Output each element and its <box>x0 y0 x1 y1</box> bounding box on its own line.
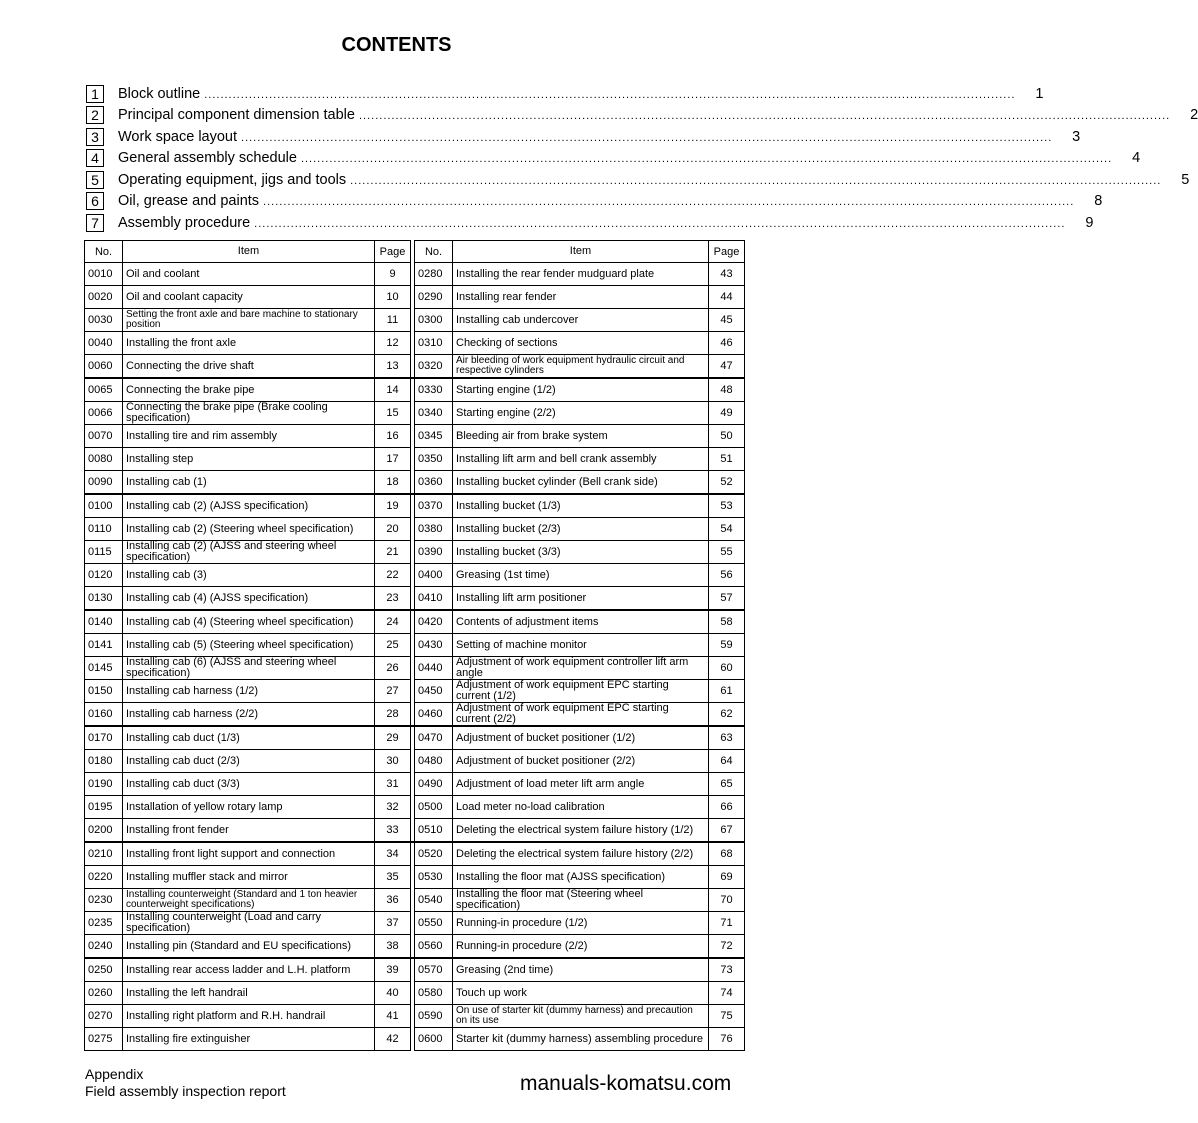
row-item: Installing cab harness (2/2) <box>123 703 375 727</box>
row-number: 0510 <box>415 819 453 843</box>
row-number: 0275 <box>85 1028 123 1051</box>
table-row <box>85 286 745 309</box>
row-item: Contents of adjustment items <box>453 610 709 634</box>
row-item: Setting of machine monitor <box>453 634 709 657</box>
toc-title: Assembly procedure <box>118 214 251 231</box>
toc-entry <box>86 212 1094 234</box>
row-item: Bleeding air from brake system <box>453 425 709 448</box>
row-number: 0010 <box>85 263 123 286</box>
row-item: Installing cab harness (1/2) <box>123 680 375 703</box>
row-page: 75 <box>709 1005 745 1028</box>
row-item: Installing the front axle <box>123 332 375 355</box>
toc-title: Principal component dimension table <box>118 107 355 124</box>
table-header-row <box>85 241 745 263</box>
row-item: Installing cab (3) <box>123 564 375 587</box>
dot-leader: ........................................................................................................................................................................................................ <box>358 110 1171 122</box>
row-page: 20 <box>375 518 411 541</box>
row-page: 51 <box>709 448 745 471</box>
row-item: Installing lift arm positioner <box>453 587 709 611</box>
dot-leader: ........................................................................................................................................................................................................ <box>263 196 1075 208</box>
row-page: 10 <box>375 286 411 309</box>
row-page: 17 <box>375 448 411 471</box>
row-number: 0410 <box>415 587 453 611</box>
row-item: Adjustment of load meter lift arm angle <box>453 773 709 796</box>
row-page: 24 <box>375 610 411 634</box>
row-page: 23 <box>375 587 411 611</box>
row-item: Connecting the brake pipe <box>123 378 375 402</box>
table-row <box>85 518 745 541</box>
table-row <box>85 703 745 727</box>
row-number: 0320 <box>415 355 453 379</box>
row-item: Installing bucket (3/3) <box>453 541 709 564</box>
row-number: 0120 <box>85 564 123 587</box>
row-number: 0340 <box>415 402 453 425</box>
row-page: 21 <box>375 541 411 564</box>
header-item: Item <box>123 241 375 263</box>
row-page: 62 <box>709 703 745 727</box>
row-page: 49 <box>709 402 745 425</box>
row-page: 11 <box>375 309 411 332</box>
row-number: 0390 <box>415 541 453 564</box>
table-of-contents <box>86 83 1198 234</box>
row-page: 13 <box>375 355 411 379</box>
row-item: Installing cab duct (2/3) <box>123 750 375 773</box>
row-page: 52 <box>709 471 745 495</box>
row-number: 0330 <box>415 378 453 402</box>
toc-number-box: 3 <box>86 128 104 146</box>
row-page: 45 <box>709 309 745 332</box>
row-item: Starting engine (1/2) <box>453 378 709 402</box>
row-page: 64 <box>709 750 745 773</box>
table-row <box>85 819 745 843</box>
table-row <box>85 726 745 750</box>
row-item: Greasing (1st time) <box>453 564 709 587</box>
row-number: 0220 <box>85 866 123 889</box>
row-item: Installing cab (6) (AJSS and steering wheel specification) <box>123 657 375 680</box>
row-page: 50 <box>709 425 745 448</box>
toc-title: Block outline <box>118 85 201 102</box>
row-item: Installing right platform and R.H. handrail <box>123 1005 375 1028</box>
header-page: Page <box>709 241 745 263</box>
row-item: Load meter no-load calibration <box>453 796 709 819</box>
table-row <box>85 541 745 564</box>
row-number: 0090 <box>85 471 123 495</box>
row-page: 37 <box>375 912 411 935</box>
table-row <box>85 982 745 1005</box>
row-item: Installing tire and rim assembly <box>123 425 375 448</box>
row-number: 0065 <box>85 378 123 402</box>
toc-title: Operating equipment, jigs and tools <box>118 171 347 188</box>
row-page: 76 <box>709 1028 745 1051</box>
row-item: Installing front light support and connection <box>123 842 375 866</box>
row-item: Installing fire extinguisher <box>123 1028 375 1051</box>
toc-title: General assembly schedule <box>118 150 297 167</box>
row-number: 0590 <box>415 1005 453 1028</box>
row-number: 0520 <box>415 842 453 866</box>
toc-page: 3 <box>1072 128 1081 145</box>
row-page: 35 <box>375 866 411 889</box>
row-page: 68 <box>709 842 745 866</box>
row-item: Installing cab duct (3/3) <box>123 773 375 796</box>
toc-number-box: 6 <box>86 192 104 210</box>
row-number: 0570 <box>415 958 453 982</box>
row-number: 0370 <box>415 494 453 518</box>
row-number: 0115 <box>85 541 123 564</box>
row-page: 18 <box>375 471 411 495</box>
row-page: 65 <box>709 773 745 796</box>
row-page: 72 <box>709 935 745 959</box>
row-page: 54 <box>709 518 745 541</box>
row-page: 16 <box>375 425 411 448</box>
row-number: 0100 <box>85 494 123 518</box>
toc-page: 4 <box>1132 150 1141 167</box>
row-item: Installation of yellow rotary lamp <box>123 796 375 819</box>
appendix <box>85 1066 286 1100</box>
row-item: Adjustment of bucket positioner (1/2) <box>453 726 709 750</box>
row-page: 71 <box>709 912 745 935</box>
appendix-item: Field assembly inspection report <box>85 1083 286 1099</box>
row-item: Oil and coolant capacity <box>123 286 375 309</box>
row-item: On use of starter kit (dummy harness) and precaution on its use <box>453 1005 709 1028</box>
row-page: 56 <box>709 564 745 587</box>
table-row <box>85 332 745 355</box>
row-number: 0420 <box>415 610 453 634</box>
table-row <box>85 355 745 379</box>
row-item: Checking of sections <box>453 332 709 355</box>
row-page: 22 <box>375 564 411 587</box>
row-item: Installing cab (2) (AJSS and steering wheel specification) <box>123 541 375 564</box>
row-page: 42 <box>375 1028 411 1051</box>
row-item: Greasing (2nd time) <box>453 958 709 982</box>
row-item: Installing rear fender <box>453 286 709 309</box>
row-page: 27 <box>375 680 411 703</box>
row-number: 0290 <box>415 286 453 309</box>
toc-number-box: 5 <box>86 171 104 189</box>
table-row <box>85 634 745 657</box>
table-row <box>85 750 745 773</box>
row-page: 57 <box>709 587 745 611</box>
row-number: 0250 <box>85 958 123 982</box>
row-number: 0195 <box>85 796 123 819</box>
dot-leader: ........................................................................................................................................................................................................ <box>241 131 1053 144</box>
row-number: 0020 <box>85 286 123 309</box>
row-number: 0345 <box>415 425 453 448</box>
row-item: Installing cab (2) (Steering wheel specification) <box>123 518 375 541</box>
row-item: Installing muffler stack and mirror <box>123 866 375 889</box>
row-number: 0430 <box>415 634 453 657</box>
toc-page: 2 <box>1190 107 1198 124</box>
row-page: 63 <box>709 726 745 750</box>
row-item: Installing cab (4) (Steering wheel specification) <box>123 610 375 634</box>
toc-page: 5 <box>1181 171 1190 188</box>
row-number: 0210 <box>85 842 123 866</box>
row-item: Installing step <box>123 448 375 471</box>
row-number: 0480 <box>415 750 453 773</box>
row-item: Installing cab duct (1/3) <box>123 726 375 750</box>
row-page: 30 <box>375 750 411 773</box>
row-item: Air bleeding of work equipment hydraulic circuit and respective cylinders <box>453 355 709 379</box>
row-number: 0070 <box>85 425 123 448</box>
row-number: 0200 <box>85 819 123 843</box>
row-number: 0450 <box>415 680 453 703</box>
toc-entry <box>86 169 1190 191</box>
row-number: 0080 <box>85 448 123 471</box>
row-item: Adjustment of work equipment controller lift arm angle <box>453 657 709 680</box>
toc-entry <box>86 126 1081 148</box>
row-item: Starter kit (dummy harness) assembling procedure <box>453 1028 709 1051</box>
row-page: 46 <box>709 332 745 355</box>
row-item: Deleting the electrical system failure history (1/2) <box>453 819 709 843</box>
page-title: CONTENTS <box>341 34 452 56</box>
row-number: 0270 <box>85 1005 123 1028</box>
row-number: 0580 <box>415 982 453 1005</box>
row-number: 0470 <box>415 726 453 750</box>
procedure-table <box>84 240 745 1051</box>
row-number: 0530 <box>415 866 453 889</box>
row-item: Installing bucket (1/3) <box>453 494 709 518</box>
row-page: 66 <box>709 796 745 819</box>
watermark: manuals-komatsu.com <box>520 1072 732 1095</box>
row-number: 0180 <box>85 750 123 773</box>
row-item: Adjustment of bucket positioner (2/2) <box>453 750 709 773</box>
row-page: 48 <box>709 378 745 402</box>
row-item: Installing the floor mat (AJSS specification) <box>453 866 709 889</box>
row-page: 53 <box>709 494 745 518</box>
row-number: 0230 <box>85 889 123 912</box>
row-item: Installing cab undercover <box>453 309 709 332</box>
row-number: 0440 <box>415 657 453 680</box>
table-row <box>85 587 745 611</box>
row-number: 0350 <box>415 448 453 471</box>
row-number: 0150 <box>85 680 123 703</box>
toc-entry <box>86 191 1103 213</box>
row-number: 0380 <box>415 518 453 541</box>
dot-leader: ........................................................................................................................................................................................................ <box>300 153 1113 165</box>
row-page: 47 <box>709 355 745 379</box>
row-number: 0260 <box>85 982 123 1005</box>
row-number: 0140 <box>85 610 123 634</box>
row-item: Installing cab (1) <box>123 471 375 495</box>
toc-title: Oil, grease and paints <box>118 193 260 210</box>
row-item: Installing counterweight (Standard and 1 ton heavier counterweight specifications) <box>123 889 375 912</box>
row-item: Installing front fender <box>123 819 375 843</box>
row-number: 0600 <box>415 1028 453 1051</box>
table-row <box>85 471 745 495</box>
row-page: 36 <box>375 889 411 912</box>
toc-page: 9 <box>1085 214 1094 231</box>
row-page: 44 <box>709 286 745 309</box>
table-row <box>85 796 745 819</box>
row-page: 32 <box>375 796 411 819</box>
row-page: 33 <box>375 819 411 843</box>
table-row <box>85 657 745 680</box>
row-page: 59 <box>709 634 745 657</box>
row-page: 61 <box>709 680 745 703</box>
row-page: 28 <box>375 703 411 727</box>
row-number: 0540 <box>415 889 453 912</box>
row-number: 0550 <box>415 912 453 935</box>
toc-number-box: 1 <box>86 85 104 103</box>
row-item: Oil and coolant <box>123 263 375 286</box>
row-item: Touch up work <box>453 982 709 1005</box>
header-no: No. <box>415 241 453 263</box>
row-page: 60 <box>709 657 745 680</box>
row-item: Running-in procedure (1/2) <box>453 912 709 935</box>
row-item: Installing cab (4) (AJSS specification) <box>123 587 375 611</box>
row-item: Installing bucket cylinder (Bell crank side) <box>453 471 709 495</box>
toc-number-box: 4 <box>86 149 104 167</box>
row-item: Installing bucket (2/3) <box>453 518 709 541</box>
table-row <box>85 378 745 402</box>
table-row <box>85 610 745 634</box>
toc-number-box: 2 <box>86 106 104 124</box>
row-number: 0560 <box>415 935 453 959</box>
table-row <box>85 494 745 518</box>
dot-leader: ........................................................................................................................................................................................................ <box>254 217 1066 230</box>
row-item: Setting the front axle and bare machine to stationary position <box>123 309 375 332</box>
row-page: 55 <box>709 541 745 564</box>
row-number: 0160 <box>85 703 123 727</box>
row-page: 14 <box>375 378 411 402</box>
row-page: 41 <box>375 1005 411 1028</box>
row-item: Deleting the electrical system failure history (2/2) <box>453 842 709 866</box>
row-number: 0500 <box>415 796 453 819</box>
table-row <box>85 866 745 889</box>
row-page: 38 <box>375 935 411 959</box>
table-row <box>85 1005 745 1028</box>
table-row <box>85 889 745 912</box>
table-row <box>85 425 745 448</box>
row-page: 34 <box>375 842 411 866</box>
row-item: Installing rear access ladder and L.H. platform <box>123 958 375 982</box>
row-item: Adjustment of work equipment EPC starting current (2/2) <box>453 703 709 727</box>
row-number: 0460 <box>415 703 453 727</box>
row-page: 29 <box>375 726 411 750</box>
table-row <box>85 842 745 866</box>
row-number: 0300 <box>415 309 453 332</box>
row-page: 25 <box>375 634 411 657</box>
table-row <box>85 564 745 587</box>
table-row <box>85 448 745 471</box>
row-item: Installing cab (2) (AJSS specification) <box>123 494 375 518</box>
table-row <box>85 912 745 935</box>
toc-page: 1 <box>1035 85 1044 102</box>
toc-entry <box>86 148 1141 170</box>
row-number: 0040 <box>85 332 123 355</box>
header-page: Page <box>375 241 411 263</box>
row-number: 0235 <box>85 912 123 935</box>
row-item: Installing the left handrail <box>123 982 375 1005</box>
row-page: 15 <box>375 402 411 425</box>
row-number: 0360 <box>415 471 453 495</box>
row-item: Installing cab (5) (Steering wheel specification) <box>123 634 375 657</box>
row-number: 0310 <box>415 332 453 355</box>
row-page: 73 <box>709 958 745 982</box>
row-page: 39 <box>375 958 411 982</box>
row-page: 19 <box>375 494 411 518</box>
appendix-label: Appendix <box>85 1066 144 1082</box>
row-item: Installing pin (Standard and EU specifications) <box>123 935 375 959</box>
dot-leader: ........................................................................................................................................................................................................ <box>350 174 1162 187</box>
row-number: 0400 <box>415 564 453 587</box>
row-item: Running-in procedure (2/2) <box>453 935 709 959</box>
header-no: No. <box>85 241 123 263</box>
toc-title: Work space layout <box>118 128 238 145</box>
row-page: 31 <box>375 773 411 796</box>
toc-page: 8 <box>1094 193 1103 210</box>
row-page: 58 <box>709 610 745 634</box>
row-number: 0240 <box>85 935 123 959</box>
row-page: 74 <box>709 982 745 1005</box>
table-row <box>85 958 745 982</box>
row-item: Installing lift arm and bell crank assembly <box>453 448 709 471</box>
row-item: Starting engine (2/2) <box>453 402 709 425</box>
row-page: 69 <box>709 866 745 889</box>
toc-entry <box>86 105 1198 127</box>
header-item: Item <box>453 241 709 263</box>
table-row <box>85 402 745 425</box>
row-item: Installing counterweight (Load and carry specification) <box>123 912 375 935</box>
row-number: 0170 <box>85 726 123 750</box>
table-row <box>85 1028 745 1051</box>
table-row <box>85 935 745 959</box>
toc-entry <box>86 83 1044 105</box>
table-row <box>85 309 745 332</box>
toc-number-box: 7 <box>86 214 104 232</box>
table-row <box>85 263 745 286</box>
row-number: 0130 <box>85 587 123 611</box>
table-row <box>85 680 745 703</box>
row-item: Installing the floor mat (Steering wheel specification) <box>453 889 709 912</box>
row-number: 0110 <box>85 518 123 541</box>
row-page: 40 <box>375 982 411 1005</box>
row-number: 0490 <box>415 773 453 796</box>
row-number: 0060 <box>85 355 123 379</box>
row-page: 43 <box>709 263 745 286</box>
row-number: 0030 <box>85 309 123 332</box>
table-row <box>85 773 745 796</box>
row-number: 0190 <box>85 773 123 796</box>
row-page: 70 <box>709 889 745 912</box>
row-number: 0280 <box>415 263 453 286</box>
row-item: Adjustment of work equipment EPC starting current (1/2) <box>453 680 709 703</box>
row-number: 0145 <box>85 657 123 680</box>
row-page: 9 <box>375 263 411 286</box>
row-item: Connecting the brake pipe (Brake cooling specification) <box>123 402 375 425</box>
row-page: 26 <box>375 657 411 680</box>
row-page: 67 <box>709 819 745 843</box>
row-number: 0066 <box>85 402 123 425</box>
row-item: Installing the rear fender mudguard plate <box>453 263 709 286</box>
row-item: Connecting the drive shaft <box>123 355 375 379</box>
dot-leader: ........................................................................................................................................................................................................ <box>204 88 1016 101</box>
row-page: 12 <box>375 332 411 355</box>
row-number: 0141 <box>85 634 123 657</box>
